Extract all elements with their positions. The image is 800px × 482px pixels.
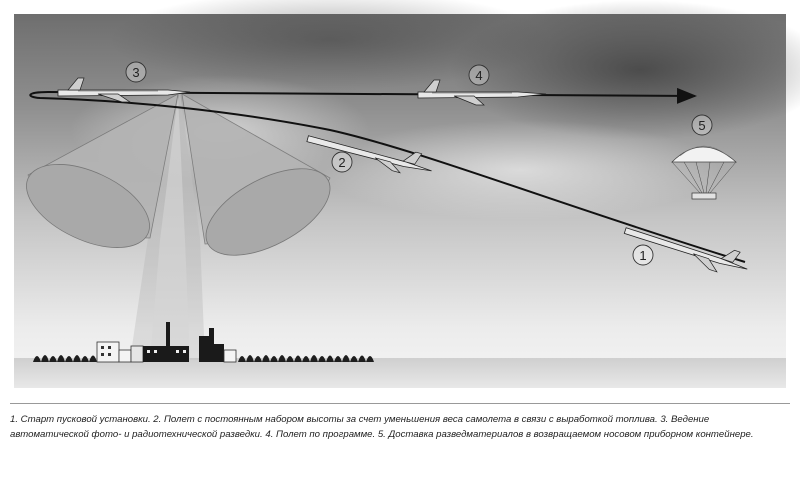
marker-3 <box>126 62 146 82</box>
marker-2-label: 2 <box>338 155 346 170</box>
marker-4 <box>469 65 489 85</box>
marker-4-label: 4 <box>475 68 483 83</box>
marker-5 <box>692 115 712 135</box>
marker-3-label: 3 <box>132 65 140 80</box>
marker-5-label: 5 <box>698 118 706 133</box>
marker-1-label: 1 <box>639 248 647 263</box>
light-cloud <box>320 120 720 220</box>
marker-2 <box>332 152 352 172</box>
caption-divider <box>10 403 790 404</box>
figure-caption: 1. Старт пусковой установки. 2. Полет с постоянным набором высоты за счет уменьшения веса самолета в связи с выработкой топлива. 3. Ведение автоматической фото- и радиотехнической разведки. 4. Полет по программе. 5. Доставка разведматериалов в возвращаемом носовом приборном контейнере. <box>10 414 754 440</box>
marker-1 <box>633 245 653 265</box>
ground <box>14 358 786 388</box>
